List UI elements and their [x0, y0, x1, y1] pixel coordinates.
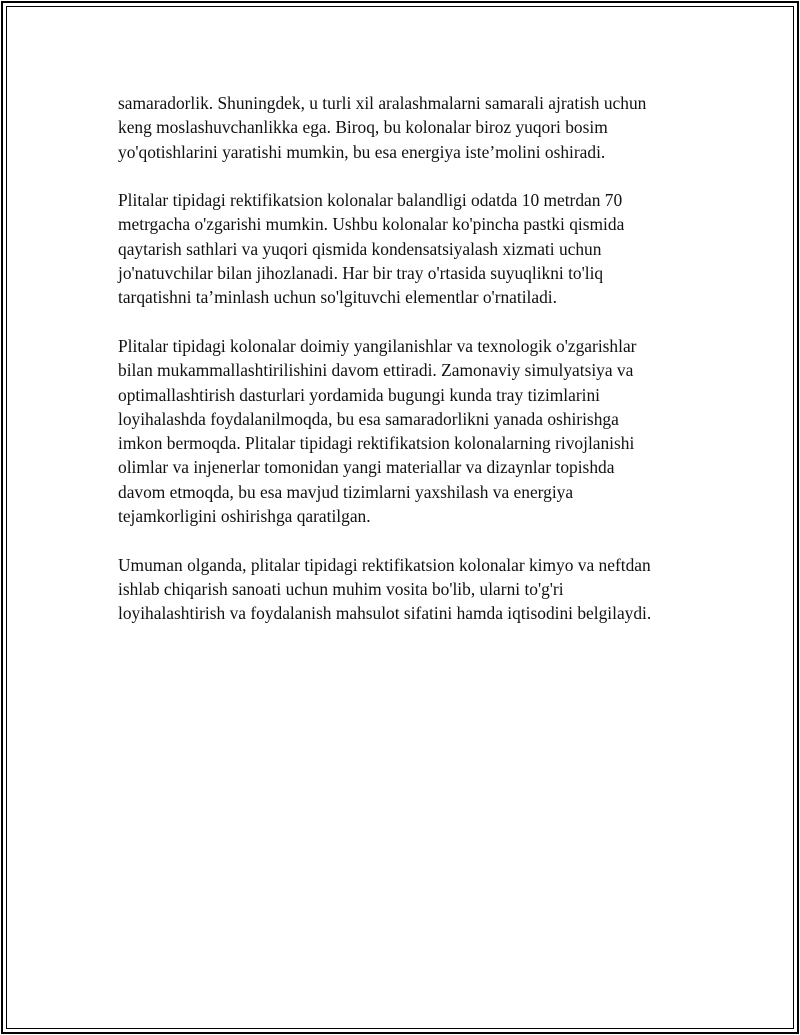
paragraph-4: Umuman olganda, plitalar tipidagi rektifikatsion kolonalar kimyo va neftdan ishlab chiqarish sanoati uchun muhim vosita bo'lib, ularni to'g'ri loyihalashtirish va foydalanish mahsulot sifatini hamda iqtisodini belgilaydi.: [118, 554, 652, 624]
paragraph-2: Plitalar tipidagi rektifikatsion kolonalar balandligi odatda 10 metrdan 70 metrgacha o'zgarishi mumkin. Ushbu kolonalar ko'pincha pastki qismida qaytarish sathlari va yuqori qismida kondensatsiyalash xizmati uchun jo'natuvchilar bilan jihozlanadi. Har bir tray o'rtasida suyuqlikni to'liq tarqatishni ta’minlash uchun so'lgituvchi elementlar o'rnatiladi.: [118, 190, 625, 308]
paragraph-3: Plitalar tipidagi kolonalar doimiy yangilanishlar va texnologik o'zgarishlar bilan mukammallashtirilishini davom ettiradi. Zamonaviy simulyatsiya va optimallashtirish dasturlari yordamida bugungi kunda tray tizimlarini loyihalashda foydalanilmoqda, bu esa samaradorlikni yanada oshirishga imkon bermoqda. Plitalar tipidagi rektifikatsion kolonalarning rivojlanishi olimlar va injenerlar tomonidan yangi materiallar va dizaynlar topishda davom etmoqda, bu esa mavjud tizimlarni yaxshilash va energiya tejamkorligini oshirishga qaratilgan.: [118, 335, 637, 527]
paragraph-1: samaradorlik. Shuningdek, u turli xil aralashmalarni samarali ajratish uchun keng moslashuvchanlikka ega. Biroq, bu kolonalar biroz yuqori bosim yo'qotishlarini yaratishi mumkin, bu esa energiya iste’molini oshiradi.: [118, 93, 647, 162]
document-body: [118, 91, 690, 650]
